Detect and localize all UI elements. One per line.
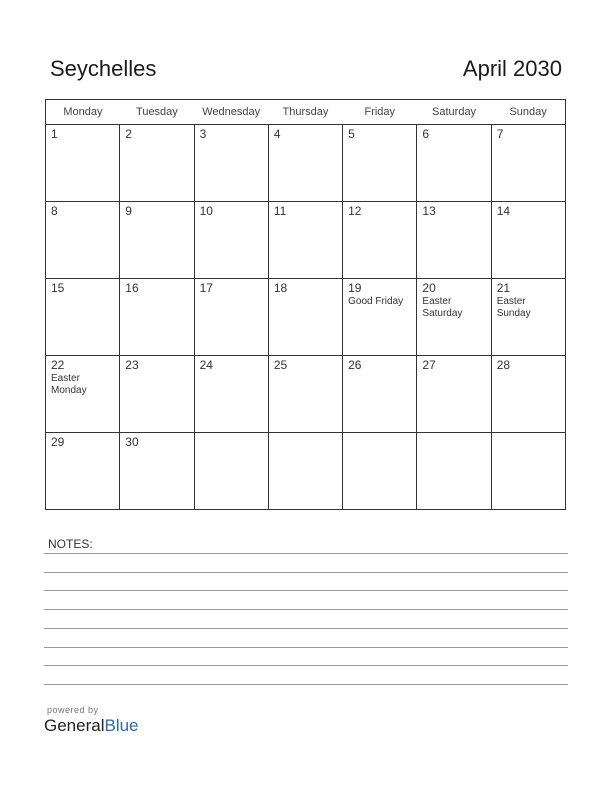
day-cell (417, 202, 491, 279)
day-cell (491, 202, 565, 279)
notes-line (44, 665, 568, 666)
day-cell (120, 433, 194, 510)
calendar-country: Seychelles (50, 56, 157, 81)
day-number: 28 (496, 358, 511, 372)
day-number: 25 (273, 358, 288, 372)
day-cell (343, 279, 417, 356)
calendar-grid (45, 99, 566, 510)
day-number: 8 (51, 204, 58, 218)
day-cell (268, 125, 342, 202)
day-number: 22 (51, 358, 65, 372)
day-cell (120, 202, 194, 279)
week-row (46, 356, 566, 433)
notes-line (44, 628, 568, 629)
day-cell (417, 125, 491, 202)
day-number: 12 (348, 204, 362, 218)
day-number: 1 (51, 127, 58, 141)
day-number: 17 (199, 281, 213, 295)
notes-line (44, 590, 568, 591)
day-cell (46, 356, 120, 433)
day-cell (194, 356, 268, 433)
week-row (46, 202, 566, 279)
day-cell (343, 202, 417, 279)
day-number: 6 (422, 127, 430, 141)
weekday-header: Friday (343, 100, 417, 125)
day-number: 20 (422, 281, 436, 295)
weekday-header: Monday (46, 100, 120, 125)
day-cell (120, 125, 194, 202)
day-number: 27 (422, 358, 436, 372)
day-number: 21 (496, 281, 511, 295)
day-cell (343, 125, 417, 202)
brand-general: General (44, 716, 105, 735)
day-cell (268, 433, 342, 510)
day-number: 5 (348, 127, 355, 141)
day-cell (268, 202, 342, 279)
week-row (46, 125, 566, 202)
day-cell (46, 279, 120, 356)
day-cell (417, 356, 491, 433)
day-number: 14 (496, 204, 511, 218)
day-number: 13 (422, 204, 436, 218)
day-cell (491, 125, 565, 202)
holiday-label: Good Friday (348, 296, 404, 307)
day-number: 2 (125, 127, 132, 141)
day-cell (194, 279, 268, 356)
notes-line (44, 572, 568, 573)
weekday-header: Sunday (491, 100, 565, 125)
brand-blue: Blue (104, 716, 139, 735)
notes-line (44, 647, 568, 648)
day-cell (268, 279, 342, 356)
day-cell (417, 279, 491, 356)
day-cell (194, 202, 268, 279)
day-number: 3 (199, 127, 207, 141)
notes-line (44, 609, 568, 610)
day-cell (343, 356, 417, 433)
holiday-label: Easter Monday (51, 373, 87, 396)
weekday-header: Thursday (268, 100, 342, 125)
day-number: 30 (125, 435, 139, 449)
day-cell (120, 279, 194, 356)
day-cell (491, 356, 565, 433)
weekday-header: Wednesday (194, 100, 268, 125)
weekday-header-row (46, 100, 566, 125)
day-cell (194, 125, 268, 202)
day-cell (491, 433, 565, 510)
day-cell (120, 356, 194, 433)
week-row (46, 433, 566, 510)
day-number: 4 (273, 127, 281, 141)
day-cell (343, 433, 417, 510)
powered-by-text: powered by (47, 705, 99, 715)
holiday-label: Easter Sunday (496, 296, 531, 319)
brand-logo (44, 716, 139, 736)
holiday-label: Easter Saturday (422, 296, 463, 319)
notes-label: NOTES: (48, 537, 93, 551)
week-row (46, 279, 566, 356)
day-cell (46, 433, 120, 510)
day-number: 18 (273, 281, 288, 295)
day-number: 26 (348, 358, 362, 372)
day-number: 24 (199, 358, 213, 372)
day-number: 9 (125, 204, 132, 218)
day-cell (46, 125, 120, 202)
day-number: 10 (199, 204, 213, 218)
day-number: 16 (125, 281, 139, 295)
notes-line (44, 684, 568, 685)
weekday-header: Tuesday (120, 100, 194, 125)
calendar-month: April 2030 (462, 56, 562, 81)
day-cell (46, 202, 120, 279)
day-number: 29 (51, 435, 65, 449)
day-number: 19 (348, 281, 362, 295)
day-cell (417, 433, 491, 510)
day-number: 11 (273, 204, 287, 218)
day-number: 23 (125, 358, 139, 372)
day-number: 15 (51, 281, 65, 295)
notes-line (44, 553, 568, 554)
day-cell (268, 356, 342, 433)
day-cell (491, 279, 565, 356)
day-cell (194, 433, 268, 510)
day-number: 7 (496, 127, 504, 141)
weekday-header: Saturday (417, 100, 491, 125)
